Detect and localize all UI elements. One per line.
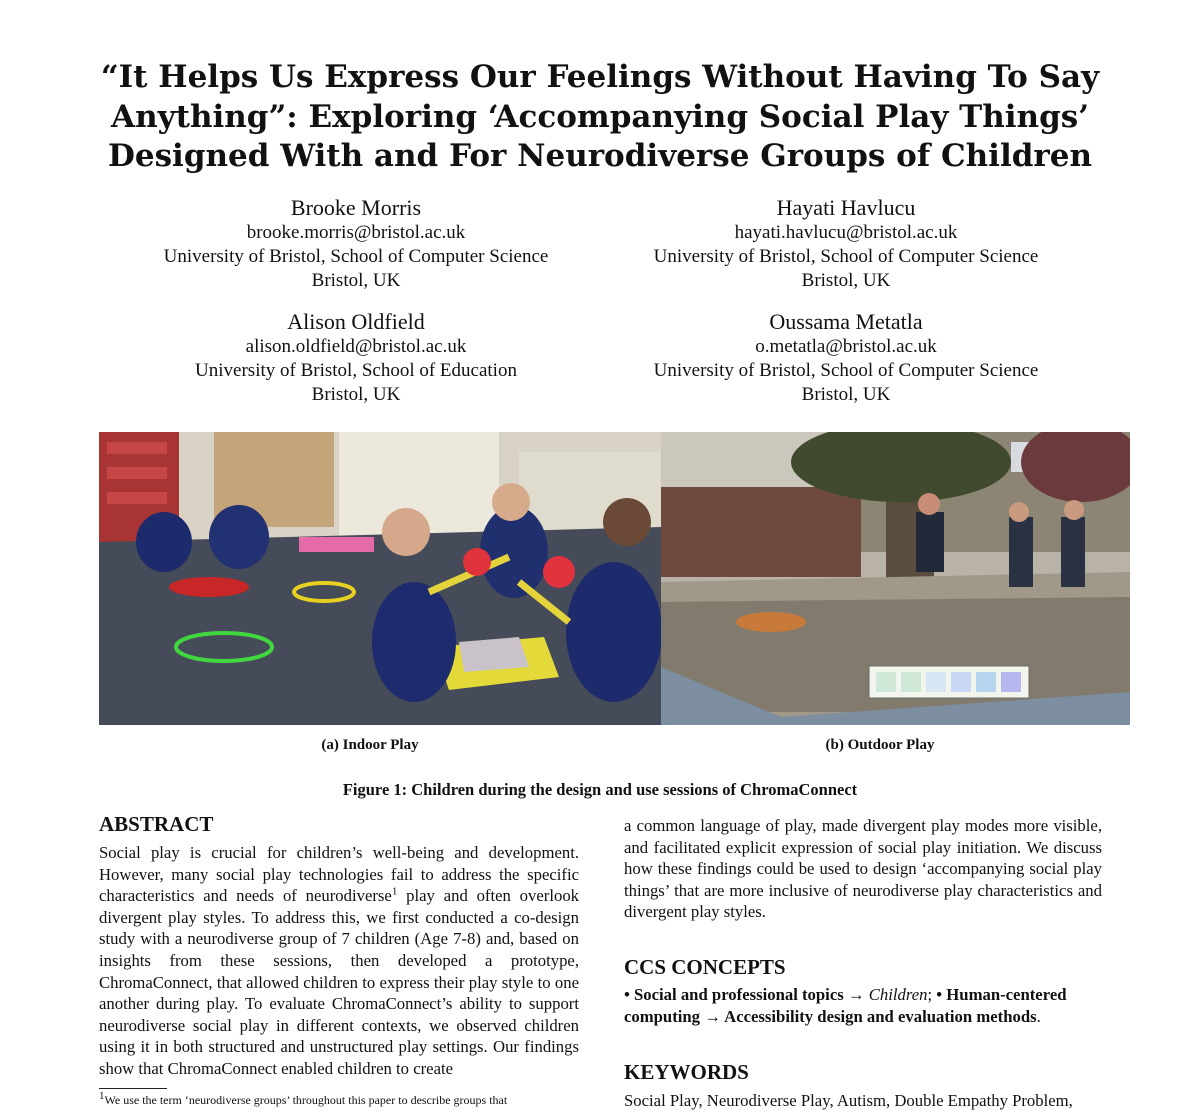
author-affiliation: University of Bristol, School of Computer Science	[653, 360, 1039, 381]
abstract-heading: ABSTRACT	[99, 812, 214, 836]
subcaption-indoor: (a) Indoor Play	[321, 737, 419, 753]
author-affiliation: University of Bristol, School of Computer Science	[653, 246, 1039, 267]
paper-title: “It Helps Us Express Our Feelings Without Having To Say Anything”: Exploring ‘Accompanying Social Play Things’ Designed With and For Neurodiverse Groups of Children	[100, 59, 1100, 174]
author-location: Bristol, UK	[311, 384, 401, 405]
figure-caption: Figure 1: Children during the design and use sessions of ChromaConnect	[342, 780, 858, 799]
author-name: Alison Oldfield	[287, 309, 425, 334]
footnote-rule	[99, 1088, 167, 1089]
author-email: hayati.havlucu@bristol.ac.uk	[734, 222, 958, 243]
ccs-concepts	[624, 984, 1104, 1028]
author-name: Brooke Morris	[290, 195, 422, 220]
abstract-text-part2: play and often overlook divergent play styles. To address this, we first conducted a co-design study with a neurodiverse group of 7 children (Age 7-8) and, based on insights from these sessions, then developed a prototype, ChromaConnect, that allowed children to express their play style to one another during play. To evaluate ChromaConnect’s ability to support neurodiverse social play in different contexts, we observed children using it in both structured and unstructured play settings. Our findings show that ChromaConnect enabled children to create	[99, 886, 580, 1078]
indoor-play-photo	[99, 432, 661, 725]
ccs-subtopic-1: Children	[868, 985, 928, 1004]
author-affiliation: University of Bristol, School of Computer Science	[163, 246, 549, 267]
keywords-text: Social Play, Neurodiverse Play, Autism, Double Empathy Problem,	[624, 1091, 1073, 1110]
author-location: Bristol, UK	[311, 270, 401, 291]
abstract-text	[99, 842, 579, 1080]
abstract-text-part1: Social play is crucial for children’s well-being and development. However, many social play technologies fail to address the specific characteristics and needs of neurodiverse	[99, 843, 579, 906]
author-block	[116, 195, 596, 293]
author-block	[606, 195, 1086, 293]
author-email: alison.oldfield@bristol.ac.uk	[245, 336, 467, 357]
author-location: Bristol, UK	[801, 270, 891, 291]
ccs-end: .	[1036, 1007, 1041, 1026]
keywords-heading: KEYWORDS	[624, 1060, 749, 1084]
footnote-mark: 1	[99, 1090, 105, 1102]
author-email: brooke.morris@bristol.ac.uk	[246, 222, 466, 243]
author-block	[116, 309, 596, 407]
footnote-text: We use the term ‘neurodiverse groups’ throughout this paper to describe groups that	[104, 1093, 508, 1107]
author-name: Oussama Metatla	[769, 309, 923, 334]
ccs-topic-1: • Social and professional topics	[624, 985, 844, 1004]
author-name: Hayati Havlucu	[776, 195, 916, 220]
author-block	[606, 309, 1086, 407]
author-affiliation: University of Bristol, School of Education	[195, 360, 517, 381]
abstract-continued: a common language of play, made divergent play modes more visible, and facilitated explicit expression of social play initiation. We discuss how these findings could be used to design ‘accompanying social play things’ that are more inclusive of neurodiverse play characteristics and divergent play styles.	[624, 816, 1102, 922]
ccs-separator: ;	[927, 985, 937, 1004]
author-location: Bristol, UK	[801, 384, 891, 405]
footnote	[99, 1090, 579, 1107]
subcaption-outdoor: (b) Outdoor Play	[825, 737, 935, 753]
author-email: o.metatla@bristol.ac.uk	[755, 336, 937, 357]
ccs-heading: CCS CONCEPTS	[624, 955, 786, 979]
ccs-topic-2: • Human-centered computing → Accessibility design and evaluation methods	[624, 985, 1067, 1026]
ccs-arrow: →	[843, 985, 869, 1004]
outdoor-play-photo	[661, 432, 1130, 725]
footnote-marker: 1	[391, 885, 398, 898]
